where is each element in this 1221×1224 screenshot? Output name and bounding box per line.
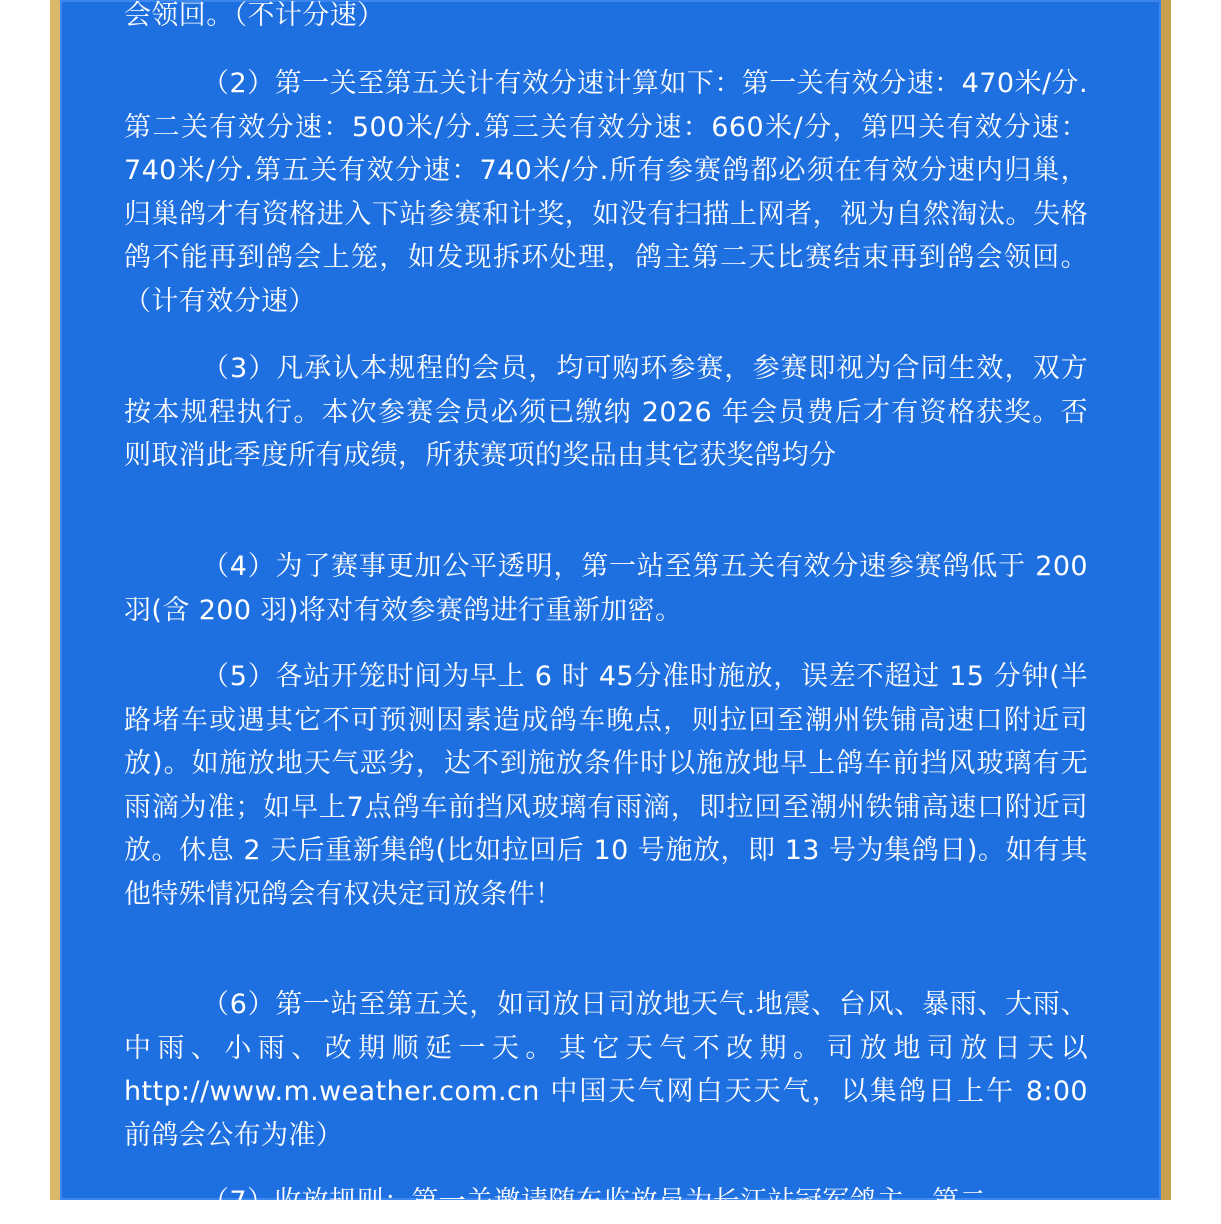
paragraph-7: （7）收放规则：第一关邀请随车监放员为长江站冠军鸽主，第二 <box>202 1186 987 1217</box>
paragraph-5: （5）各站开笼时间为早上 6 时 45分准时施放，误差不超过 15 分钟(半路堵车或遇其它不可预测因素造成鸽车晚点，则拉回至潮州铁铺高速口附近司放)。如施放地天气恶劣，达不到施放条件时以施放地早上鸽车前挡风玻璃有无雨滴为准；如早上7点鸽车前挡风玻璃有雨滴，即拉回至潮州铁铺高速口附近司放。休息 2 天后重新集鸽(比如拉回后 10 号施放，即 13 号为集鸽日)。如有其他特殊情况鸽会有权决定司放条件！ <box>124 661 1088 910</box>
paragraph-1-tail: 会领回。（不计分速） <box>124 0 385 31</box>
paragraph-6: （6）第一站至第五关，如司放日司放地天气.地震、台风、暴雨、大雨、中雨、小雨、改期顺延一天。其它天气不改期。司放地司放日天以http://www.m.weather.com.cn 中国天气网白天天气，以集鸽日上午 8:00 前鸽会公布为准） <box>124 989 1088 1151</box>
paragraph-2: （2）第一关至第五关计有效分速计算如下：第一关有效分速：470米/分.第二关有效分速：500米/分.第三关有效分速：660米/分，第四关有效分速：740米/分.第五关有效分速：740米/分.所有参赛鸽都必须在有效分速内归巢，归巢鸽才有资格进入下站参赛和计奖，如没有扫描上网者，视为自然淘汰。失格鸽不能再到鸽会上笼，如发现拆环处理，鸽主第二天比赛结束再到鸽会领回。（计有效分速） <box>124 68 1088 317</box>
paragraph-3: （3）凡承认本规程的会员，均可购环参赛，参赛即视为合同生效，双方按本规程执行。本次参赛会员必须已缴纳 2026 年会员费后才有资格获奖。否则取消此季度所有成绩，所获赛项的奖品由其它获奖鸽均分 <box>124 353 1088 471</box>
paragraph-4: （4）为了赛事更加公平透明，第一站至第五关有效分速参赛鸽低于 200 羽(含 200 羽)将对有效参赛鸽进行重新加密。 <box>124 551 1088 626</box>
